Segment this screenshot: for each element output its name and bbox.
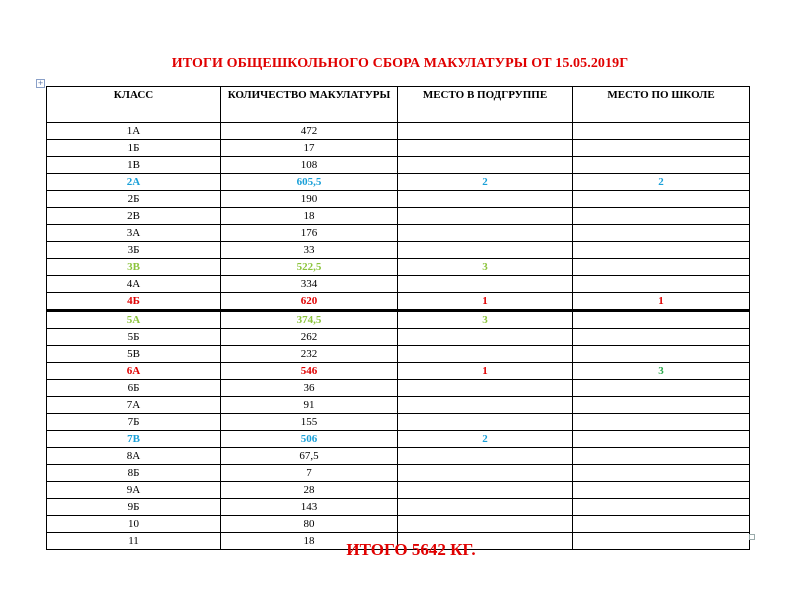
class-cell: 1А [47,123,221,140]
amount-cell: 91 [221,397,398,414]
school-place-cell: 1 [573,293,750,311]
class-cell: 3Б [47,242,221,259]
header-subgroup-place: МЕСТО В ПОДГРУППЕ [398,87,573,123]
table-header-row [47,87,750,123]
school-place-cell [573,123,750,140]
school-place-cell [573,208,750,225]
amount-cell: 522,5 [221,259,398,276]
subgroup-place-cell: 1 [398,363,573,380]
school-place-cell [573,157,750,174]
class-cell: 10 [47,516,221,533]
subgroup-place-cell: 1 [398,293,573,311]
school-place-cell [573,225,750,242]
school-place-cell: 3 [573,363,750,380]
subgroup-place-cell [398,465,573,482]
class-cell: 9А [47,482,221,499]
subgroup-place-cell [398,329,573,346]
header-school-place: МЕСТО ПО ШКОЛЕ [573,87,750,123]
class-cell: 7В [47,431,221,448]
subgroup-place-cell [398,276,573,293]
school-place-cell [573,431,750,448]
school-place-cell [573,380,750,397]
class-cell: 8А [47,448,221,465]
table-row [47,516,750,533]
results-table [46,86,750,550]
class-cell: 5Б [47,329,221,346]
amount-cell: 36 [221,380,398,397]
amount-cell: 155 [221,414,398,431]
table-row [47,242,750,259]
class-cell: 6А [47,363,221,380]
subgroup-place-cell: 2 [398,431,573,448]
amount-cell: 143 [221,499,398,516]
subgroup-place-cell [398,242,573,259]
table-row [47,157,750,174]
school-place-cell [573,482,750,499]
school-place-cell [573,465,750,482]
table-row [47,276,750,293]
school-place-cell [573,311,750,329]
school-place-cell [573,329,750,346]
subgroup-place-cell: 2 [398,174,573,191]
class-cell: 2А [47,174,221,191]
class-cell: 4Б [47,293,221,311]
subgroup-place-cell [398,414,573,431]
class-cell: 1Б [47,140,221,157]
subgroup-place-cell: 3 [398,259,573,276]
amount-cell: 334 [221,276,398,293]
total-label: ИТОГО 5642 КГ. [346,540,476,559]
table-row [47,174,750,191]
subgroup-place-cell [398,123,573,140]
table-row [47,346,750,363]
class-cell: 1В [47,157,221,174]
amount-cell: 67,5 [221,448,398,465]
subgroup-place-cell [398,380,573,397]
amount-cell: 33 [221,242,398,259]
table-row [47,191,750,208]
table-body [47,123,750,550]
class-cell: 3В [47,259,221,276]
school-place-cell [573,516,750,533]
amount-cell: 620 [221,293,398,311]
table-row [47,363,750,380]
amount-cell: 80 [221,516,398,533]
class-cell: 5В [47,346,221,363]
table-row [47,482,750,499]
table-row [47,414,750,431]
school-place-cell [573,259,750,276]
amount-cell: 18 [221,208,398,225]
school-place-cell [573,346,750,363]
class-cell: 8Б [47,465,221,482]
table-row [47,225,750,242]
subgroup-place-cell [398,208,573,225]
amount-cell: 232 [221,346,398,363]
table-row [47,499,750,516]
class-cell: 2В [47,208,221,225]
table-row [47,397,750,414]
table-row [47,448,750,465]
amount-cell: 28 [221,482,398,499]
subgroup-place-cell [398,140,573,157]
subgroup-place-cell [398,397,573,414]
subgroup-place-cell [398,482,573,499]
table-row [47,465,750,482]
header-amount: КОЛИЧЕСТВО МАКУЛАТУРЫ [221,87,398,123]
amount-cell: 7 [221,465,398,482]
amount-cell: 190 [221,191,398,208]
class-cell: 2Б [47,191,221,208]
amount-cell: 17 [221,140,398,157]
table-row [47,140,750,157]
table-move-handle-icon[interactable]: + [37,79,44,87]
school-place-cell [573,448,750,465]
class-cell: 3А [47,225,221,242]
school-place-cell [573,414,750,431]
school-place-cell [573,397,750,414]
amount-cell: 546 [221,363,398,380]
amount-cell: 472 [221,123,398,140]
table-row [47,311,750,329]
amount-cell: 108 [221,157,398,174]
subgroup-place-cell [398,225,573,242]
amount-cell: 605,5 [221,174,398,191]
subgroup-place-cell [398,346,573,363]
table-row [47,293,750,311]
table-row [47,380,750,397]
school-place-cell [573,191,750,208]
school-place-cell [573,276,750,293]
school-place-cell [573,242,750,259]
class-cell: 6Б [47,380,221,397]
page-title: ИТОГИ ОБЩЕШКОЛЬНОГО СБОРА МАКУЛАТУРЫ ОТ 15.05.2019Г [171,56,629,71]
subgroup-place-cell [398,157,573,174]
class-cell: 7А [47,397,221,414]
class-cell: 5А [47,311,221,329]
class-cell: 4А [47,276,221,293]
amount-cell: 18 [221,533,398,550]
class-cell: 7Б [47,414,221,431]
table-row [47,259,750,276]
subgroup-place-cell [398,499,573,516]
table-row [47,208,750,225]
amount-cell: 262 [221,329,398,346]
subgroup-place-cell [398,516,573,533]
school-place-cell [573,140,750,157]
school-place-cell [573,499,750,516]
subgroup-place-cell [398,191,573,208]
table-row [47,431,750,448]
amount-cell: 374,5 [221,311,398,329]
class-cell: 11 [47,533,221,550]
table-row [47,329,750,346]
amount-cell: 506 [221,431,398,448]
subgroup-place-cell [398,448,573,465]
class-cell: 9Б [47,499,221,516]
table-row [47,123,750,140]
amount-cell: 176 [221,225,398,242]
header-class: КЛАСС [47,87,221,123]
school-place-cell: 2 [573,174,750,191]
subgroup-place-cell: 3 [398,311,573,329]
